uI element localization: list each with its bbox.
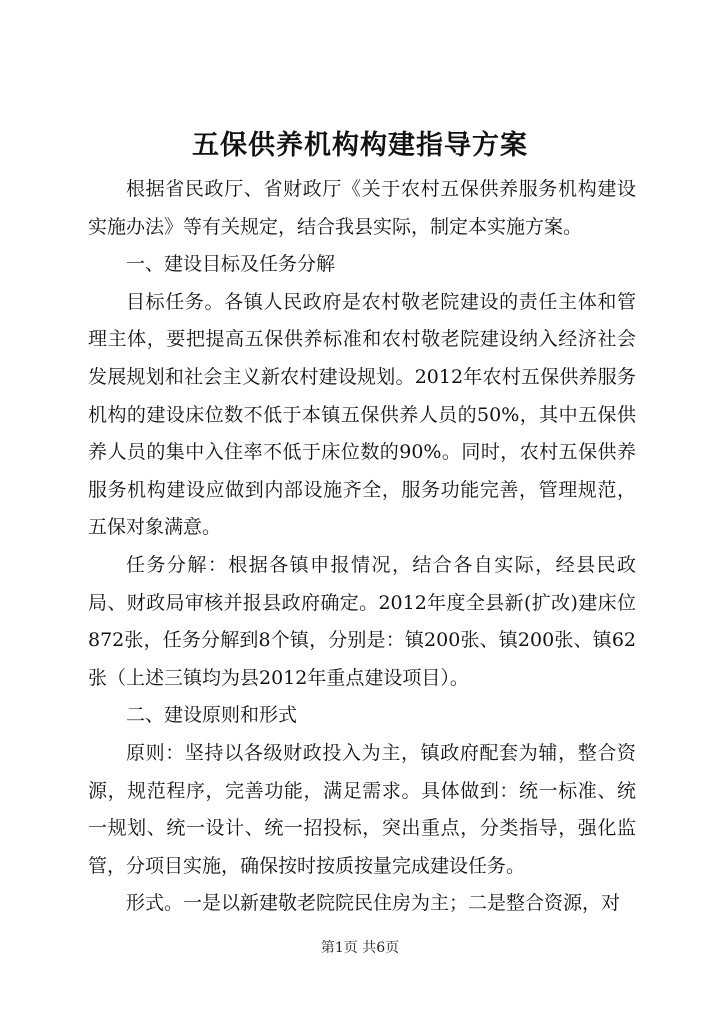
forms-paragraph: 形式。一是以新建敬老院院民住房为主；二是整合资源，对 [126,892,621,915]
intro-paragraph: 根据省民政厅、省财政厅《关于农村五保供养服务机构建设实施办法》等有关规定，结合我县实际，制定本实施方案。 [88,178,636,238]
principles-paragraph: 原则：坚持以各级财政投入为主，镇政府配套为辅，整合资源，规范程序，完善功能，满足需求。具体做到：统一标准、统一规划、统一设计、统一招投标，突出重点，分类指导，强化监管，分项目实施，确保按时按质按量完成建设任务。 [88,741,636,877]
document-body [88,171,636,923]
task-breakdown-paragraph: 任务分解：根据各镇申报情况，结合各自实际，经县民政局、财政局审核并报县政府确定。2012年度全县新(扩改)建床位872张，任务分解到8个镇，分别是：镇200张、镇200张、镇62张（上述三镇均为县2012年重点建设项目）。 [88,553,636,689]
section-heading-goals: 一、建设目标及任务分解 [126,253,336,276]
document-title: 五保供养机构构建指导方案 [192,130,528,161]
goals-paragraph: 目标任务。各镇人民政府是农村敬老院建设的责任主体和管理主体，要把提高五保供养标准和农村敬老院建设纳入经济社会发展规划和社会主义新农村建设规划。2012年农村五保供养服务机构的建设床位数不低于本镇五保供养人员的50%，其中五保供养人员的集中入住率不低于床位数的90%。同时，农村五保供养服务机构建设应做到内部设施齐全，服务功能完善，管理规范，五保对象满意。 [88,290,636,539]
page-footer: 第1页 共6页 [320,940,400,956]
section-heading-principles: 二、建设原则和形式 [126,704,298,727]
